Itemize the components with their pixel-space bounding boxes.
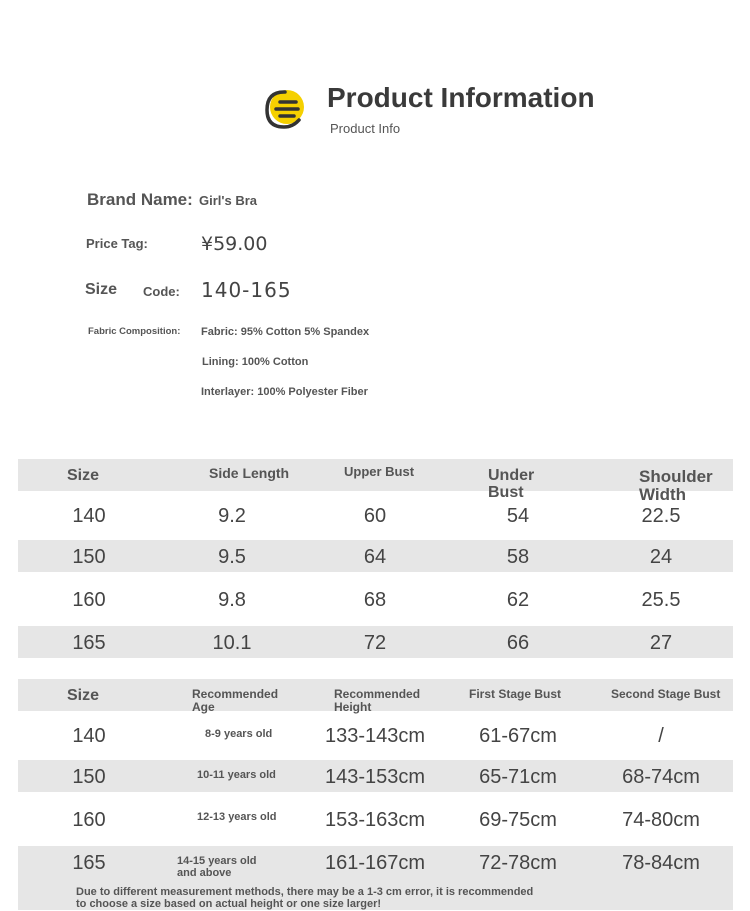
table-cell: 9.5 <box>218 546 246 568</box>
table-cell: 68 <box>363 589 387 611</box>
measurement-note: Due to different measurement methods, there may be a 1-3 cm error, it is recommended to choose a size based on actual height or one size larger! <box>76 886 534 910</box>
table-cell: 165 <box>72 632 106 654</box>
column-header: Size <box>67 687 100 704</box>
table-cell: 24 <box>649 546 673 568</box>
column-header: Recommended Height <box>334 687 421 714</box>
brand-label: Brand Name: <box>87 190 193 209</box>
column-header: Upper Bust <box>344 464 415 479</box>
column-header: Second Stage Bust <box>611 687 721 701</box>
table-cell: 58 <box>506 546 530 568</box>
fabric-line: Fabric: 95% Cotton 5% Spandex <box>201 326 370 338</box>
column-header: Recommended Age <box>192 687 279 714</box>
column-header: Shoulder Width <box>639 467 713 504</box>
table-cell: 74-80cm <box>622 809 700 831</box>
page-subtitle: Product Info <box>330 121 401 136</box>
table-cell: 54 <box>506 505 530 527</box>
table-cell: 66 <box>506 632 530 654</box>
fabric-line: Interlayer: 100% Polyester Fiber <box>201 386 368 398</box>
column-header: Under Bust <box>488 467 535 501</box>
table-cell: 133-143cm <box>324 725 426 747</box>
table-cell: 60 <box>363 505 387 527</box>
table-cell: 69-75cm <box>479 809 557 831</box>
table-cell: 68-74cm <box>622 766 700 788</box>
page-title: Product Information <box>327 82 595 113</box>
table-cell: 14-15 years old and above <box>177 855 257 880</box>
table-cell: 160 <box>72 589 106 611</box>
table-cell: 61-67cm <box>479 725 557 747</box>
table-cell: / <box>658 725 664 747</box>
table-cell: 140 <box>72 505 106 527</box>
table-cell: 64 <box>363 546 387 568</box>
table-cell: 65-71cm <box>479 766 557 788</box>
size-value: 140-165 <box>201 278 292 302</box>
table-cell: 161-167cm <box>324 852 426 874</box>
column-header: Size <box>67 467 100 484</box>
table-cell: 140 <box>72 725 106 747</box>
table-cell: 22.5 <box>641 505 681 527</box>
table-cell: 8-9 years old <box>205 728 273 740</box>
code-label: Code: <box>143 284 180 299</box>
brand-value: Girl's Bra <box>199 193 258 208</box>
table-cell: 150 <box>72 546 106 568</box>
column-header: Side Length <box>209 465 290 481</box>
table-cell: 165 <box>72 852 106 874</box>
table-cell: 10-11 years old <box>197 769 276 781</box>
table-cell: 72 <box>363 632 387 654</box>
price-label: Price Tag: <box>86 236 148 251</box>
table-cell: 9.2 <box>218 505 246 527</box>
table-cell: 12-13 years old <box>197 811 277 823</box>
fabric-line: Lining: 100% Cotton <box>202 356 309 368</box>
table-cell: 62 <box>506 589 530 611</box>
table-cell: 25.5 <box>641 589 681 611</box>
table-cell: 9.8 <box>218 589 246 611</box>
table-cell: 143-153cm <box>324 766 426 788</box>
size-label: Size <box>85 281 118 298</box>
column-header: First Stage Bust <box>469 687 562 701</box>
table-cell: 153-163cm <box>324 809 426 831</box>
table-cell: 27 <box>649 632 673 654</box>
table-cell: 78-84cm <box>622 852 700 874</box>
table-cell: 150 <box>72 766 106 788</box>
price-value: ¥59.00 <box>201 233 268 255</box>
fabric-label: Fabric Composition: <box>88 326 181 337</box>
document-list-icon <box>263 86 311 130</box>
table-cell: 160 <box>72 809 106 831</box>
table-cell: 72-78cm <box>479 852 557 874</box>
table-cell: 10.1 <box>212 632 252 654</box>
